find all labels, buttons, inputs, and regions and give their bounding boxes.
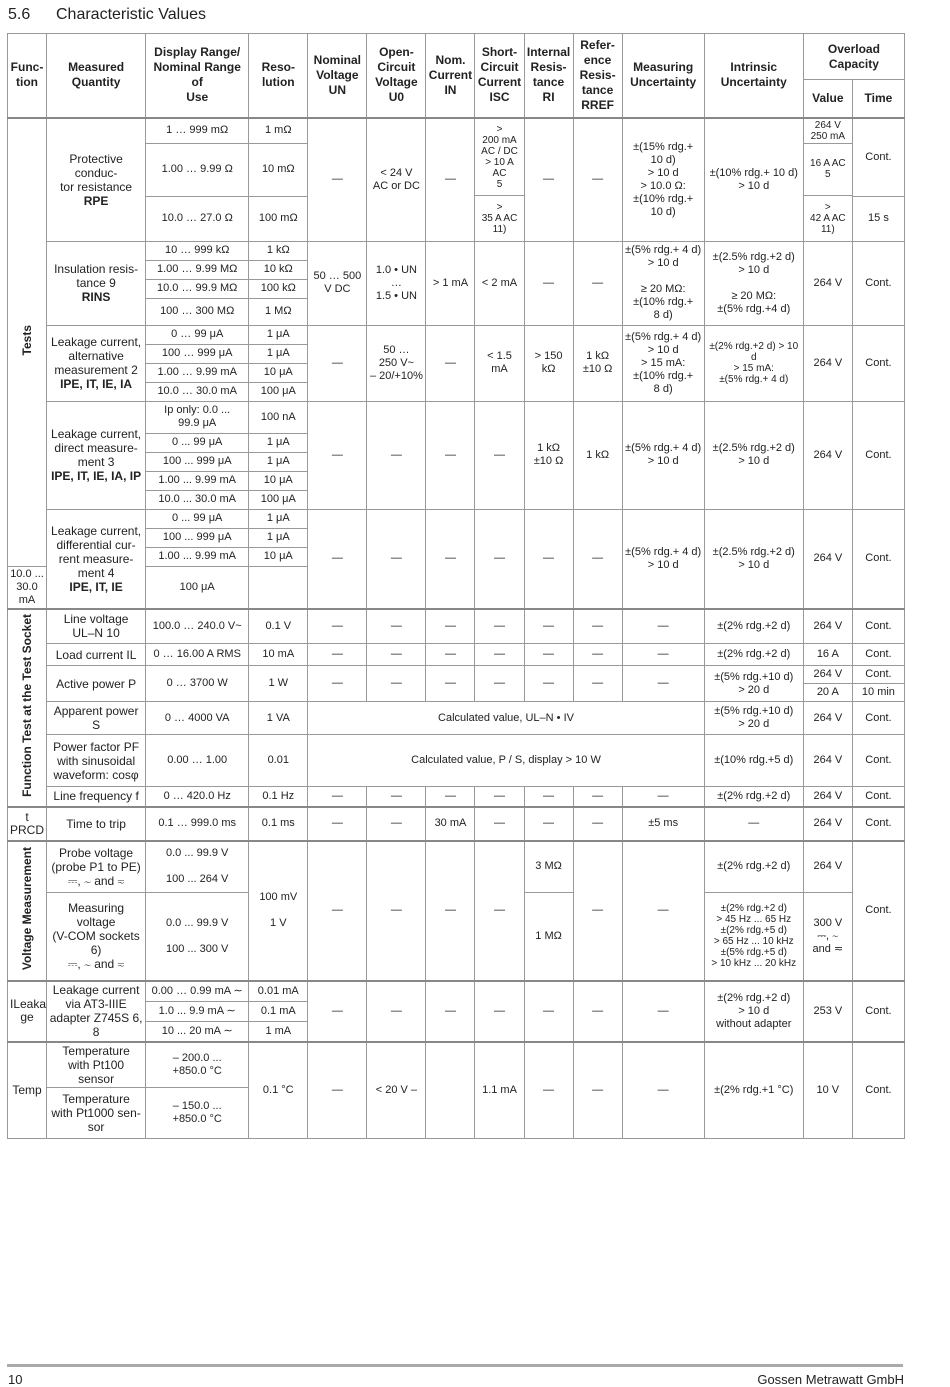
table-cell: 100 mV 1 V	[249, 841, 308, 981]
table-cell: —	[308, 787, 367, 807]
table-cell: Cont.	[852, 735, 904, 787]
header-open-circuit-voltage: Open- Circuit Voltage U0	[367, 34, 426, 118]
table-cell: ±(2.5% rdg.+2 d) > 10 d ≥ 20 MΩ: ±(5% rdg.+4 d)	[704, 241, 803, 325]
table-cell: 16 A	[803, 644, 852, 666]
table-cell: 1 MΩ	[524, 893, 573, 981]
table-cell: 0.0 ... 99.9 V 100 ... 300 V	[146, 893, 249, 981]
header-nominal-current: Nom. Current IN	[426, 34, 475, 118]
row-leak-dir-quantity: Leakage current, direct measure- ment 3 IPE, IT, IE, IA, IP	[47, 401, 146, 509]
table-cell: 100 ... 999 μA	[146, 528, 249, 547]
table-cell: —	[573, 666, 622, 702]
table-cell: 100 … 300 MΩ	[146, 298, 249, 325]
table-cell: Cont.	[852, 981, 904, 1042]
table-cell: 10 V	[803, 1042, 852, 1139]
table-cell: —	[426, 644, 475, 666]
table-cell: —	[475, 807, 524, 841]
table-cell: 1 μA	[249, 509, 308, 528]
table-cell: 15 s	[852, 196, 904, 241]
row-temp-pt100-quantity: Temperature with Pt100 sensor	[47, 1042, 146, 1088]
table-cell: 1 kΩ ±10 Ω	[524, 401, 573, 509]
table-cell: —	[308, 401, 367, 509]
table-cell: > 42 A AC 11)	[803, 195, 852, 241]
table-cell: ±(2% rdg.+1 °C)	[704, 1042, 803, 1139]
table-cell: 10.0 … 27.0 Ω	[146, 196, 249, 241]
table-cell: Cont.	[852, 1042, 904, 1139]
table-cell: 1.00 ... 9.99 mA	[146, 471, 249, 490]
table-cell: —	[308, 118, 367, 242]
table-cell: Cont.	[852, 666, 904, 684]
table-cell: 0 … 420.0 Hz	[146, 787, 249, 807]
table-cell: —	[426, 981, 475, 1042]
table-cell	[426, 1042, 475, 1139]
table-cell: 10.0 … 99.9 MΩ	[146, 279, 249, 298]
header-short-circuit-current: Short- Circuit Current ISC	[475, 34, 524, 118]
table-cell: ±(10% rdg.+ 10 d) > 10 d	[704, 118, 803, 242]
row-probe-voltage-quantity: Probe voltage (probe P1 to PE) ⎓, ∼ and ≂	[47, 841, 146, 893]
table-cell: —	[524, 787, 573, 807]
table-cell: —	[426, 118, 475, 242]
table-cell: 0.1 °C	[249, 1042, 308, 1139]
table-cell: Calculated value, UL–N • IV	[308, 702, 704, 735]
table-cell: —	[524, 666, 573, 702]
table-cell: 264 V	[803, 841, 852, 893]
table-cell: —	[475, 666, 524, 702]
table-cell: 10.0 ... 30.0 mA	[146, 490, 249, 509]
table-cell: ±(2.5% rdg.+2 d) > 10 d	[704, 509, 803, 609]
row-leak-alt-quantity: Leakage current, alternative measurement 2 IPE, IT, IE, IA	[47, 325, 146, 401]
table-cell: 0 … 99 μA	[146, 325, 249, 344]
header-measuring-uncertainty: Measuring Uncertainty	[622, 34, 704, 118]
table-cell: 10.0 … 30.0 mA	[146, 382, 249, 401]
table-cell: 10 min	[852, 684, 904, 702]
table-cell: —	[573, 509, 622, 609]
table-cell: —	[426, 787, 475, 807]
table-cell: ±5 ms	[622, 807, 704, 841]
table-cell: Calculated value, P / S, display > 10 W	[308, 735, 704, 787]
header-measured-quantity: Measured Quantity	[47, 34, 146, 118]
page-number: 10	[8, 1372, 23, 1387]
table-cell: —	[308, 666, 367, 702]
table-cell: —	[367, 981, 426, 1042]
table-cell: 1 kΩ ±10 Ω	[573, 325, 622, 401]
table-cell: —	[622, 981, 704, 1042]
table-cell: —	[426, 325, 475, 401]
table-cell: 264 V 250 mA	[803, 118, 852, 144]
table-cell: Cont.	[852, 787, 904, 807]
table-cell: 0 … 3700 W	[146, 666, 249, 702]
table-cell: 0.01	[249, 735, 308, 787]
table-cell: —	[524, 118, 573, 242]
table-cell: ±(5% rdg.+ 4 d) > 10 d	[622, 401, 704, 509]
table-cell: ±(2% rdg.+2 d)	[704, 787, 803, 807]
table-cell: —	[573, 981, 622, 1042]
table-cell: 1 μA	[249, 452, 308, 471]
table-cell: ±(2% rdg.+2 d)	[704, 609, 803, 644]
table-cell: ±(2% rdg.+2 d) > 10 d without adapter	[704, 981, 803, 1042]
table-cell: —	[704, 807, 803, 841]
table-cell: < 1.5 mA	[475, 325, 524, 401]
table-cell: —	[308, 644, 367, 666]
table-cell: 1 mΩ	[249, 118, 308, 144]
table-cell: 1 MΩ	[249, 298, 308, 325]
row-load-current-quantity: Load current IL	[47, 644, 146, 666]
table-cell: Cont.	[852, 118, 904, 197]
table-cell: 1 μA	[249, 325, 308, 344]
table-cell: 264 V	[803, 401, 852, 509]
table-cell: 50 … 500 V DC	[308, 241, 367, 325]
table-cell: < 20 V –	[367, 1042, 426, 1139]
table-cell: —	[622, 1042, 704, 1139]
table-cell: 10 ... 20 mA ∼	[146, 1022, 249, 1042]
table-cell: —	[573, 807, 622, 841]
table-cell: 3 MΩ	[524, 841, 573, 893]
table-cell: ±(2.5% rdg.+2 d) > 10 d	[704, 401, 803, 509]
table-cell: Ip only: 0.0 ... 99.9 μA	[146, 401, 249, 433]
row-leak-diff-quantity: Leakage current, differential cur- rent measure- ment 4 IPE, IT, IE	[47, 509, 146, 609]
table-cell: —	[367, 644, 426, 666]
row-rins-quantity: Insulation resis- tance 9 RINS	[47, 241, 146, 325]
table-cell: —	[524, 241, 573, 325]
table-cell: 0.1 … 999.0 ms	[146, 807, 249, 841]
table-cell: Cont.	[852, 509, 904, 609]
table-cell: 1 kΩ	[573, 401, 622, 509]
table-cell: 10 mA	[249, 644, 308, 666]
table-cell: —	[367, 609, 426, 644]
table-cell: —	[426, 666, 475, 702]
row-temp-pt1000-quantity: Temperature with Pt1000 sen- sor	[47, 1087, 146, 1138]
group-prcd: t PRCD	[8, 807, 47, 841]
table-cell: —	[573, 841, 622, 981]
table-cell: —	[573, 644, 622, 666]
table-cell: 50 … 250 V~ – 20/+10%	[367, 325, 426, 401]
table-cell: 264 V	[803, 241, 852, 325]
row-apparent-power-quantity: Apparent power S	[47, 702, 146, 735]
table-cell: – 200.0 ... +850.0 °C	[146, 1042, 249, 1088]
table-cell: 0.1 mA	[249, 1002, 308, 1022]
table-cell: 253 V	[803, 981, 852, 1042]
header-reference-resistance: Refer- ence Resis- tance RREF	[573, 34, 622, 118]
table-cell: ±(2% rdg.+2 d) > 10 d > 15 mA: ±(5% rdg.+ 4 d)	[704, 325, 803, 401]
table-cell: —	[475, 509, 524, 609]
table-cell: – 150.0 ... +850.0 °C	[146, 1087, 249, 1138]
table-cell: 0.00 … 0.99 mA ∼	[146, 981, 249, 1002]
row-leakage-adapter-quantity: Leakage current via AT3-IIIE adapter Z745S 6, 8	[47, 981, 146, 1042]
table-cell: ±(15% rdg.+ 10 d) > 10 d > 10.0 Ω: ±(10% rdg.+ 10 d)	[622, 118, 704, 242]
row-active-power-quantity: Active power P	[47, 666, 146, 702]
table-cell: Cont.	[852, 841, 904, 981]
table-cell: > 35 A AC 11)	[475, 195, 524, 241]
table-cell: 100 ... 999 μA	[146, 452, 249, 471]
header-internal-resistance: Internal Resis- tance RI	[524, 34, 573, 118]
table-cell: —	[573, 118, 622, 242]
table-cell: —	[622, 609, 704, 644]
table-cell: 0.1 V	[249, 609, 308, 644]
row-line-frequency-quantity: Line frequency f	[47, 787, 146, 807]
table-cell: < 24 V AC or DC	[367, 118, 426, 242]
characteristic-values-table	[7, 33, 905, 1139]
table-cell: 1 W	[249, 666, 308, 702]
table-cell: 0 … 16.00 A RMS	[146, 644, 249, 666]
table-cell: ±(5% rdg.+10 d) > 20 d	[704, 666, 803, 702]
table-cell: —	[308, 807, 367, 841]
group-tests: Tests	[8, 118, 47, 567]
company-name: Gossen Metrawatt GmbH	[757, 1372, 904, 1387]
table-cell: —	[308, 1042, 367, 1139]
table-cell: 10 μA	[249, 547, 308, 566]
table-cell: Cont.	[852, 241, 904, 325]
table-cell: 1 VA	[249, 702, 308, 735]
table-cell: > 200 mA AC / DC > 10 A AC 5	[475, 118, 524, 196]
table-cell: 1 kΩ	[249, 241, 308, 260]
table-cell: —	[524, 1042, 573, 1139]
table-cell: 1.00 … 9.99 MΩ	[146, 260, 249, 279]
table-cell: 264 V	[803, 325, 852, 401]
section-number: 5.6	[8, 6, 31, 23]
table-cell: —	[308, 981, 367, 1042]
footer-divider	[7, 1364, 903, 1367]
table-cell: —	[524, 807, 573, 841]
table-cell: Cont.	[852, 702, 904, 735]
table-cell: > 150 kΩ	[524, 325, 573, 401]
table-cell: —	[475, 609, 524, 644]
table-cell: ±(2% rdg.+2 d)	[704, 644, 803, 666]
table-cell: —	[622, 644, 704, 666]
table-cell: ±(5% rdg.+10 d) > 20 d	[704, 702, 803, 735]
table-cell: 264 V	[803, 609, 852, 644]
table-cell: —	[308, 325, 367, 401]
table-cell: —	[475, 401, 524, 509]
table-cell: —	[524, 981, 573, 1042]
table-cell: 1 μA	[249, 528, 308, 547]
table-cell: —	[367, 787, 426, 807]
table-cell: —	[475, 644, 524, 666]
row-rpe-quantity: Protective conduc- tor resistance RPE	[47, 118, 146, 242]
group-function-test: Function Test at the Test Socket	[8, 609, 47, 807]
table-cell: ±(5% rdg.+ 4 d) > 10 d ≥ 20 MΩ: ±(10% rdg.+ 8 d)	[622, 241, 704, 325]
table-cell: 10 μA	[249, 363, 308, 382]
header-overload-capacity: Overload Capacity	[803, 34, 904, 80]
table-cell: Cont.	[852, 401, 904, 509]
table-cell: 1.00 … 9.99 Ω	[146, 143, 249, 196]
table-cell: —	[573, 609, 622, 644]
table-cell: 1.1 mA	[475, 1042, 524, 1139]
table-cell: —	[524, 644, 573, 666]
table-cell: 0 … 4000 VA	[146, 702, 249, 735]
table-cell: Cont.	[852, 644, 904, 666]
table-cell: 16 A AC 5	[803, 143, 852, 195]
table-cell: 100 nA	[249, 401, 308, 433]
table-cell: 1.0 • UN … 1.5 • UN	[367, 241, 426, 325]
table-cell: —	[308, 609, 367, 644]
row-measuring-voltage-quantity: Measuring voltage (V-COM sockets 6) ⎓, ∼ and ≂	[47, 893, 146, 981]
table-cell: —	[524, 509, 573, 609]
table-cell: 300 V ⎓, ∼ and ≂	[803, 893, 852, 981]
table-cell: 1 mA	[249, 1022, 308, 1042]
section-heading	[8, 6, 206, 24]
table-cell: 0.01 mA	[249, 981, 308, 1002]
row-line-voltage-quantity: Line voltage UL–N 10	[47, 609, 146, 644]
table-cell: Cont.	[852, 609, 904, 644]
table-cell: —	[524, 609, 573, 644]
group-temp: Temp	[8, 1042, 47, 1139]
table-cell: —	[308, 841, 367, 981]
table-cell: —	[573, 787, 622, 807]
table-cell: —	[622, 666, 704, 702]
header-nominal-voltage: Nominal Voltage UN	[308, 34, 367, 118]
table-cell: —	[367, 401, 426, 509]
table-cell: ±(5% rdg.+ 4 d) > 10 d	[622, 509, 704, 609]
table-cell: 30 mA	[426, 807, 475, 841]
table-cell: ±(2% rdg.+2 d) > 45 Hz ... 65 Hz ±(2% rdg.+5 d) > 65 Hz ... 10 kHz ±(5% rdg.+5 d) > 10 kHz ... 20 kHz	[704, 893, 803, 981]
header-function: Func- tion	[8, 34, 47, 118]
group-voltage: Voltage Measurement	[8, 841, 47, 981]
table-cell: —	[573, 1042, 622, 1139]
table-cell: 0.1 Hz	[249, 787, 308, 807]
table-cell: 100 μA	[249, 382, 308, 401]
table-cell: 100 μA	[146, 566, 249, 609]
group-leakage: ILeaka ge	[8, 981, 47, 1042]
table-cell: 10 μA	[249, 471, 308, 490]
table-cell: 1.00 … 9.99 mA	[146, 363, 249, 382]
table-cell: —	[367, 841, 426, 981]
table-cell: 264 V	[803, 702, 852, 735]
table-cell: 10.0 ... 30.0 mA	[8, 566, 47, 609]
table-cell: —	[367, 509, 426, 609]
table-cell: ±(5% rdg.+ 4 d) > 10 d > 15 mA: ±(10% rdg.+ 8 d)	[622, 325, 704, 401]
section-title: Characteristic Values	[56, 6, 206, 23]
table-cell: 100 mΩ	[249, 196, 308, 241]
table-cell: —	[308, 509, 367, 609]
table-cell: —	[426, 609, 475, 644]
table-cell: 264 V	[803, 787, 852, 807]
table-cell: —	[475, 981, 524, 1042]
table-cell: 10 … 999 kΩ	[146, 241, 249, 260]
table-cell: —	[426, 401, 475, 509]
table-cell: 1.0 ... 9.9 mA ∼	[146, 1002, 249, 1022]
table-cell: —	[622, 787, 704, 807]
table-cell: 1 … 999 mΩ	[146, 118, 249, 144]
table-cell: 264 V	[803, 807, 852, 841]
table-cell: ±(2% rdg.+2 d)	[704, 841, 803, 893]
header-overload-time: Time	[852, 80, 904, 118]
table-cell: 100.0 … 240.0 V~	[146, 609, 249, 644]
table-cell: 264 V	[803, 509, 852, 609]
table-cell: < 2 mA	[475, 241, 524, 325]
table-cell: —	[426, 841, 475, 981]
table-cell: —	[475, 787, 524, 807]
table-cell: —	[475, 841, 524, 981]
table-cell: ±(10% rdg.+5 d)	[704, 735, 803, 787]
header-display-range: Display Range/ Nominal Range of Use	[146, 34, 249, 118]
table-cell: —	[426, 509, 475, 609]
table-cell: Cont.	[852, 325, 904, 401]
table-cell: —	[367, 666, 426, 702]
table-cell: 1 μA	[249, 433, 308, 452]
table-cell: 0.1 ms	[249, 807, 308, 841]
table-cell: 0 ... 99 μA	[146, 433, 249, 452]
row-power-factor-quantity: Power factor PF with sinusoidal waveform: cosφ	[47, 735, 146, 787]
table-cell: 1 μA	[249, 344, 308, 363]
table-cell: > 1 mA	[426, 241, 475, 325]
header-resolution: Reso- lution	[249, 34, 308, 118]
table-cell: 100 kΩ	[249, 279, 308, 298]
table-cell: 264 V	[803, 666, 852, 684]
table-cell: —	[367, 807, 426, 841]
table-cell: —	[573, 241, 622, 325]
table-cell: 0.00 … 1.00	[146, 735, 249, 787]
header-overload-value: Value	[803, 80, 852, 118]
row-prcd-quantity: Time to trip	[47, 807, 146, 841]
table-cell: 20 A	[803, 684, 852, 702]
table-cell: —	[622, 841, 704, 981]
table-cell: 264 V	[803, 735, 852, 787]
table-cell: 0.0 ... 99.9 V 100 ... 264 V	[146, 841, 249, 893]
table-cell: 100 μA	[249, 490, 308, 509]
table-cell: Cont.	[852, 807, 904, 841]
table-cell: 0 ... 99 μA	[146, 509, 249, 528]
header-intrinsic-uncertainty: Intrinsic Uncertainty	[704, 34, 803, 118]
table-cell: 10 kΩ	[249, 260, 308, 279]
table-cell: 100 … 999 μA	[146, 344, 249, 363]
table-cell: 10 mΩ	[249, 143, 308, 196]
table-cell: 1.00 ... 9.99 mA	[146, 547, 249, 566]
